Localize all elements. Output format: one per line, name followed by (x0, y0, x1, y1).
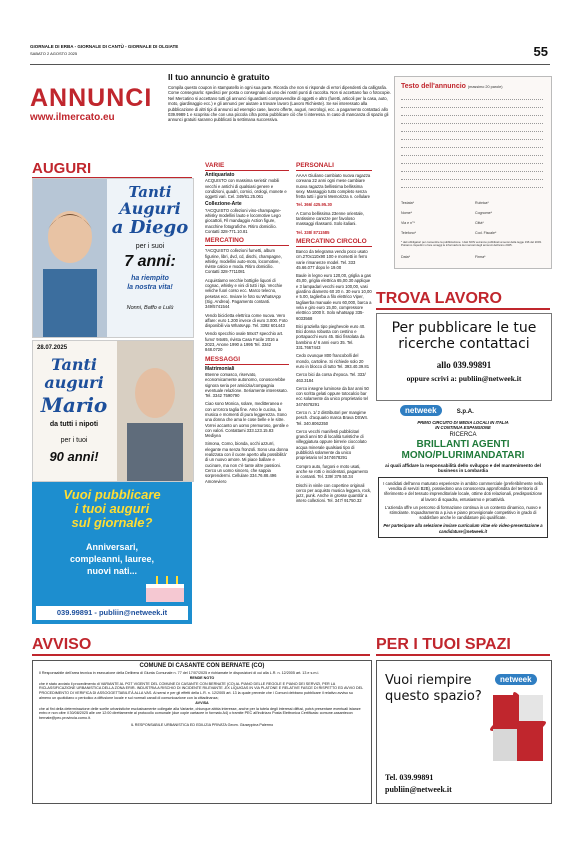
coupon-text-line[interactable] (401, 163, 543, 164)
page-number: 55 (533, 44, 548, 59)
classified-phone: Tel. 338/ 8711585 (296, 229, 330, 235)
classified-ad: Acquistiamo vecchie bottiglie liquori di cognac, whisky e vini di tutti i tipi. Vecchie veliche fuori corso ecc. Marco telecno, pesetas ecc. Inviare le foto su WhatsApp (Sig. Andrea). Pagamento contanti. 349/5741544 (205, 277, 283, 310)
annunci-logo (30, 86, 158, 123)
coupon-text-line[interactable] (401, 179, 543, 180)
spazi-line: Vuoi riempire (385, 673, 472, 688)
greeting-line: auguri (44, 373, 104, 392)
spazi-box (376, 660, 552, 804)
promo-line: sul giornale? (71, 515, 153, 530)
classified-ad: Compro auto, furgoni e moto usati, anche se rotti o incidentati, pagamento in contanti. Tel. 339/ 379.50.34 (296, 463, 368, 480)
coupon-text-line[interactable] (401, 139, 543, 140)
section-avviso (32, 636, 370, 656)
field-citta[interactable]: Città* (475, 221, 484, 225)
greeting-name: Mario (40, 393, 108, 417)
field-telefono[interactable]: Telefono* (401, 231, 416, 235)
coupon-text-line[interactable] (401, 171, 543, 172)
section-messaggi: MESSAGGI (205, 356, 289, 365)
greeting-name: a Diego (111, 217, 189, 238)
child-photo (33, 179, 107, 337)
section-spazi (376, 636, 550, 656)
coupon-text-line[interactable] (401, 155, 543, 156)
greeting-line: per i tuoi (60, 437, 88, 444)
classified-ad: Cerco n. 1/ 2 distributori per mangime pesch. d'acquario marca Brava DSW4. Tel. 340.8062350 (296, 409, 369, 426)
spazi-email[interactable]: publiin@netweek.it (385, 785, 452, 794)
spazi-line: questo spazio? (385, 689, 482, 704)
avviso-rende: RENDE NOTO (189, 676, 215, 681)
coupon-text-line[interactable] (401, 107, 543, 108)
nw-ricerca: RICERCA (449, 432, 477, 438)
intro-body: Compila questo coupon in stampatello in ogni sua parte. Ricorda che non si risponde di errori dipendenti da calligrafia. Come consegnarlo: spedisci per posta o consegnalo ad uno dei nostri punti di raccolta. Non si accettano fax o fotocopie. Nel Mercatino si accettano tutti gli annunci riguardanti compravendite di oggetti e altro (furetti, articoli per la casa, auto, moto, giardinaggio ecc.) e gli annunci per aiutare a trovare lavoro (Lavoro Richieste). Se sei interessato alla pubblicazione di altri tipi di annunci ad esempio case, lavoro offerte, auguri, necrologi, ecc. a pagamento contattaci allo 039.9989 1 e scoprirai che con una piccola cifra potrai pubblicare ciò che ti interessa. In caso di mancanza di spazio gli annunci gratuiti saranno pubblicati la settimana successiva. (168, 85, 392, 123)
sub-antiquariato: Antiquariato (205, 172, 235, 178)
avviso-paragraph: che ai fini della determinazione delle scelte urbanistiche esclusivamente collegate alla Variante, chiunque abbia interesse, anche per la tutela degli interessi diffusi, potrà presentare eventuali istanze entro e non oltre il 30/08/2025 alle ore 12:00 direttamente al protocollo comunale (due copie cartacee in formato A4) o tramite PEC all'indirizzo Posta Elettronica Certificata: comune.casantecon bernate@pec.provincia.como.it. (39, 706, 361, 720)
classifieds-column-2 (205, 160, 289, 630)
coupon-form (394, 76, 552, 269)
logo-title: ANNUNCI (30, 84, 153, 112)
greeting-line: per i suoi (135, 243, 165, 250)
coupon-title: Testo dell'annuncio (massimo 20 parole) (401, 83, 503, 90)
promo-auguri (32, 482, 192, 624)
coupon-text-line[interactable] (401, 123, 543, 124)
promo-line: nuovi nati... (86, 566, 137, 576)
intro-title: Il tuo annuncio è gratuito (168, 72, 270, 82)
classified-ad: Bici graziella tipo pieghevole euro 40. Bici donna robusta con cestino e portapacchi euro 45. Bici fissolata da bambino 4/ 6 anni euro 35. Tel. 331.7667443 (296, 323, 366, 351)
field-cognome[interactable]: Cognome* (475, 211, 492, 215)
avviso-paragraph: che è stato avviato il procedimento di VARIANTE AL PGT VIGENTE DEL COMUNE DI CASANTE CON BERNATE (CO) AL PIANO DELLE REGOLE E PIANO DEI SERVIZI, PER LA RICLASSIFICAZIONE URBANISTICA DELLA ZONA ERIR- INDUSTRIA A RISCHIO DI INCIDENTE RILEVANTE -EX LIQUIGAS IN VIA PLATONE E RELATIVE FASCE DI RISPETTO ED AVVIO DEL PROCEDIMENTO DI VERIFICA DI ASSOGGETTABILITÀ ALLA VAS. Ai sensi e per gli effetti della L.R. n. 12/2005 art. 13 la quale prevede che i Comuni debbano pubblicare il relativo avviso su almeno un quotidiano o periodico a diffusione locale e sul normali canali di comunicazione con la cittadinanza; (39, 681, 364, 700)
classified-ad: Ciao sono Monica, solare, meditteranea e con un'orcra taglia fine. Amo le cucina, la musica e momenti di pura leggerezza. Sono una donna che ama le cose belle e le sitre. Vorrei accanto un uomo premuroso, gentile e con valori. Contattami 333.123.15.83 Mediyea (205, 401, 289, 439)
coupon-text-line[interactable] (401, 187, 543, 188)
greeting-line: Auguri (119, 199, 181, 218)
field-data[interactable]: Data* (401, 255, 410, 259)
promo-line: compleanni, lauree, (69, 554, 155, 564)
greeting-signature: Nonni, Baffo e Lulù (126, 305, 174, 311)
classifieds-column-3 (296, 160, 372, 630)
elderly-man-photo (117, 341, 193, 481)
classified-ad: AAAA Giuliano cambiato nuova ragazza coreana 22 anni ogni mese cambiare nuova ragazza bellissima bellissima sexy. Massaggio tutto completo senza fretta tutti i giorni Memorizza n. cellulare (296, 173, 371, 200)
classified-ad: Cerco vecchi manifesti pubblicitari grandi anni 50 di località turistiche di villeggiatura oppure birrerie cioccolato acqua minerale qualsiasi tipo di pubblicità solamente da unico proprietario tel 3474678291 (296, 428, 367, 461)
nw-line: I candidati dell'anno maturato esperienze in ambito commerciale (preferibilmente nella vendita di servizi B2B), possiedono una conoscenza approfondita del territorio di riferimento e del tessuto imprenditoriale locale, ottime doti relazionali, predisposizione al lavoro di squadra, entusiasmo e proattività. (383, 481, 543, 502)
section-trova-lavoro (376, 290, 550, 310)
field-nome[interactable]: Nome* (401, 211, 412, 215)
section-mercatino-circolo: MERCATINO CIRCOLO (296, 238, 372, 247)
field-rubrica[interactable]: Rubrica* (475, 201, 489, 205)
greeting-line: Tanti (51, 355, 97, 374)
issue-date: SABATO 2 AGOSTO 2025 (30, 51, 78, 56)
coupon-text-line[interactable] (401, 131, 543, 132)
section-avviso-title: AVVISO (32, 636, 370, 656)
field-firma[interactable]: Firma* (475, 255, 486, 259)
page-header (30, 44, 550, 65)
classified-ad: ?ACQUISTO collezioni fumetti, album figurine, libri, dvd, cd, dischi, champagne, whisky, modellini auto-moto, locomotive, riviste calcio e moda. Ritiro domicilio. Contatti 328-7711081 (205, 248, 282, 275)
trova-email[interactable]: oppure scrivi a: publiin@netweek.it (406, 374, 522, 383)
trova-lavoro-box (376, 313, 552, 401)
section-auguri (32, 160, 192, 179)
netweek-logo: netweek (400, 405, 442, 416)
cake-icon (142, 574, 188, 604)
promo-line: Vuoi pubblicare (63, 487, 161, 502)
nw-line: IN CONTINUA ESPANSIONE (435, 425, 491, 430)
promo-contact[interactable]: 039.99891 - publiin@netweek.it (36, 606, 188, 620)
nw-apply[interactable]: Per partecipare alla selezione inviare curriculum vitae e/o video-presentazione a candidature@netweek.it (383, 523, 543, 534)
greeting-line: ha riempito (131, 275, 169, 282)
classified-ad: Dischi in vinile con copertine originali cerco per acquisto musica leggera, rock, jazz, punk. Anche in grosse quantità' a intero collezioni. Tel. 347/ 91750.32 (296, 482, 372, 504)
birthday-card-mario (32, 340, 194, 482)
avviso-avvisa: AVVISA (195, 701, 209, 706)
avviso-title: COMUNE DI CASANTE CON BERNATE (CO) (139, 663, 265, 669)
section-mercatino: MERCATINO (205, 237, 289, 246)
trova-phone[interactable]: allo 039.99891 (436, 360, 492, 370)
netweek-spa: S.p.A. (456, 409, 474, 415)
avviso-paragraph: Il Responsabile dell'area tecnica in esecuzione della Delibera di Giunta Comunale n. 77 del 17/07/2025 e richiamate le disposizioni di cui alla L.R. n. 12/2005 art. 13 e s.m.i. (39, 670, 320, 675)
coupon-text-line[interactable] (401, 115, 543, 116)
greeting-line: la nostra vita! (127, 284, 173, 291)
trova-line: Per pubblicare le tue (391, 320, 537, 336)
greeting-line: Tanti (128, 183, 172, 201)
section-auguri-title: AUGURI (32, 160, 192, 179)
coupon-text-line[interactable] (401, 99, 543, 100)
nw-line: PRIMO CIRCUITO DI MEDIA LOCALI IN ITALIA (417, 420, 509, 425)
netweek-logo: netweek (495, 674, 537, 685)
coupon-text-line[interactable] (401, 147, 543, 148)
classified-phone: Tel. 366/ 425.95.30 (296, 202, 333, 208)
logo-url[interactable]: www.ilmercato.eu (30, 112, 115, 123)
nw-line: L'azienda offre un percorso di formazione continua in un contesto dinamico, nuovo e stimolante. Inquadramento a p.iva e piano provvigionale competitivo in grado di soddisfare anche le candidature più qualificate. (384, 504, 542, 521)
coupon-note: * dati obbligatori per consentire la pubblicazione. I dati NON verranno pubblicati ai sensi della legge 196 del 2003. Potranno rispedirvi o fare omaggi le informazioni dei mercati degli annunci dell'anno 2025. (401, 240, 542, 248)
classified-ad: Cerco bici da corsa d'epoca. Tel. 333/ 463.3184 (296, 372, 366, 383)
nw-headline: BRILLANTI AGENTI (416, 439, 510, 450)
greeting-age: 7 anni: (124, 253, 176, 270)
netweek-job-ad (376, 405, 550, 630)
newspaper-names: GIORNALE DI ERBA - GIORNALE DI CANTÙ - GIORNALE DI OLGIATE (30, 44, 179, 49)
promo-line: Anniversari, (85, 542, 139, 552)
classified-ad: 65enne comasco, riservato, economicamente autonomo, conoscerebbe signora seria per amicizia/compagnia eventuale relazione. Seriamente interessato. Tel. 3342 7590790 (205, 371, 288, 399)
classified-ad: A Como bellissima 23enne orientale, tantissime carezze per favoloso massaggi rilassanti. Solo italiani. (296, 210, 364, 227)
classified-ad: Vendo bicicletta elettrica come nuova. Vero affare: euro 1.200 invece di euro 3.000. Foto disponibili via WhatsApp. Tel. 3392 601443 (205, 312, 288, 329)
classified-ad: Simona, Como, bionda, occhi azzurri, elegante ma senza fronzoli. Sono una donna realizzata con il cuore aperto alla possibilità' di un nuovo amore. Mi piace ballare e cucinare, ma non c'è tante altre passioni. Cerco un uomo sincero, che sappia sorprendermi. Cellulare 334.76.88.496 Amoreviero (205, 441, 289, 484)
field-cf[interactable]: Cod. Fiscale* (475, 231, 497, 235)
greeting-age: 90 anni! (49, 449, 99, 464)
avviso-box (32, 660, 372, 804)
greeting-line: da tutti i nipoti (49, 421, 99, 428)
classified-ad: Vendo specchio ovale 58x47 specchio art. fumo' 94x65, rivista Casa Facile 2016 a 2023, Anone 1990 a 1995 Tel. 3342 848.0720 (205, 331, 284, 353)
classified-ad: ?ACQUISTO collezioni vino-champagne-whisky modellini lauto e locomotive Lego giocattoli, Fil mandaggio Action figure, macchine fotografiche. Ritiro domicilio. Contatti 328-771.10.81 (205, 207, 282, 234)
nw-line: ai quali affidare la responsabilità dello sviluppo e del mantenimento del business in Lombardia (385, 463, 541, 473)
section-personali: PERSONALI (296, 162, 372, 171)
avviso-signature: IL RESPONSABILE URBANISTICA ED EDILIZIA PRIVATA Geom. Giuseppina Palermo (130, 722, 274, 727)
trova-line: ricerche contattaci (398, 336, 530, 352)
intro-block (168, 73, 392, 149)
classified-ad: ACQUISTO con massima serietà' mobili vecchi e antichi di qualsiasi genere e condizioni, quadri, cornici, orologi, monete e oggetti vari. Cel. 349/61.25.061 (205, 178, 287, 200)
classified-ad: Cedo ovunque 800 francobolli del mondo, cartoline. Si richiede solo 20 euro in blocco di tutto Tel. 393.40.39.81 (296, 353, 370, 369)
promo-line: i tuoi auguri (74, 501, 150, 516)
classified-ad: Cerco insegne luminose da bar anni 50 con scritta gelati oppure totocalcio bar ecc solamente da unico proprietario tel 3474678291 (296, 385, 369, 407)
classified-ad: Baule in legno euro 120,00, griglia a gas 45,00, griglia elettrica 65,00.30 applique e 3 lampadari vecchi euro 100,00, vasi giardino diametro 60 20 n. 30 euro 10,00 e 5.00, taglierba a filo elettrico Viper, tagliaerba manuale euro 60,000, barca a vela e giro euro 15,00, compressore elettrico 1000 lt. Solo whatsapp 335-6033568 (296, 273, 372, 321)
classified-ad: Banco da telegrama vendo poco usato cm.270x110x90 100 e morsetti in ferro varie rimanenze model. Tel. 333 45.66.077 dopo le 19.00 (296, 248, 368, 270)
spazi-phone[interactable]: Tel. 039.99891 (385, 773, 434, 782)
section-trova-title: TROVA LAVORO (376, 290, 550, 310)
sub-collezione: Collezione-Arte (205, 201, 242, 208)
field-via[interactable]: Via e n°* (401, 221, 415, 225)
nw-headline: MONO/PLURIMANDATARI (401, 450, 525, 461)
section-spazi-title: PER I TUOI SPAZI (376, 636, 550, 656)
nw-requirements (378, 477, 548, 538)
greeting-date: 28.07.2025 (37, 345, 68, 351)
birthday-card-diego (32, 178, 194, 338)
puzzle-icon (489, 691, 547, 765)
section-varie: VARIE (205, 162, 289, 171)
sub-matrimoniali: Matrimoniali (205, 365, 235, 372)
field-testata[interactable]: Testata* (401, 201, 414, 205)
